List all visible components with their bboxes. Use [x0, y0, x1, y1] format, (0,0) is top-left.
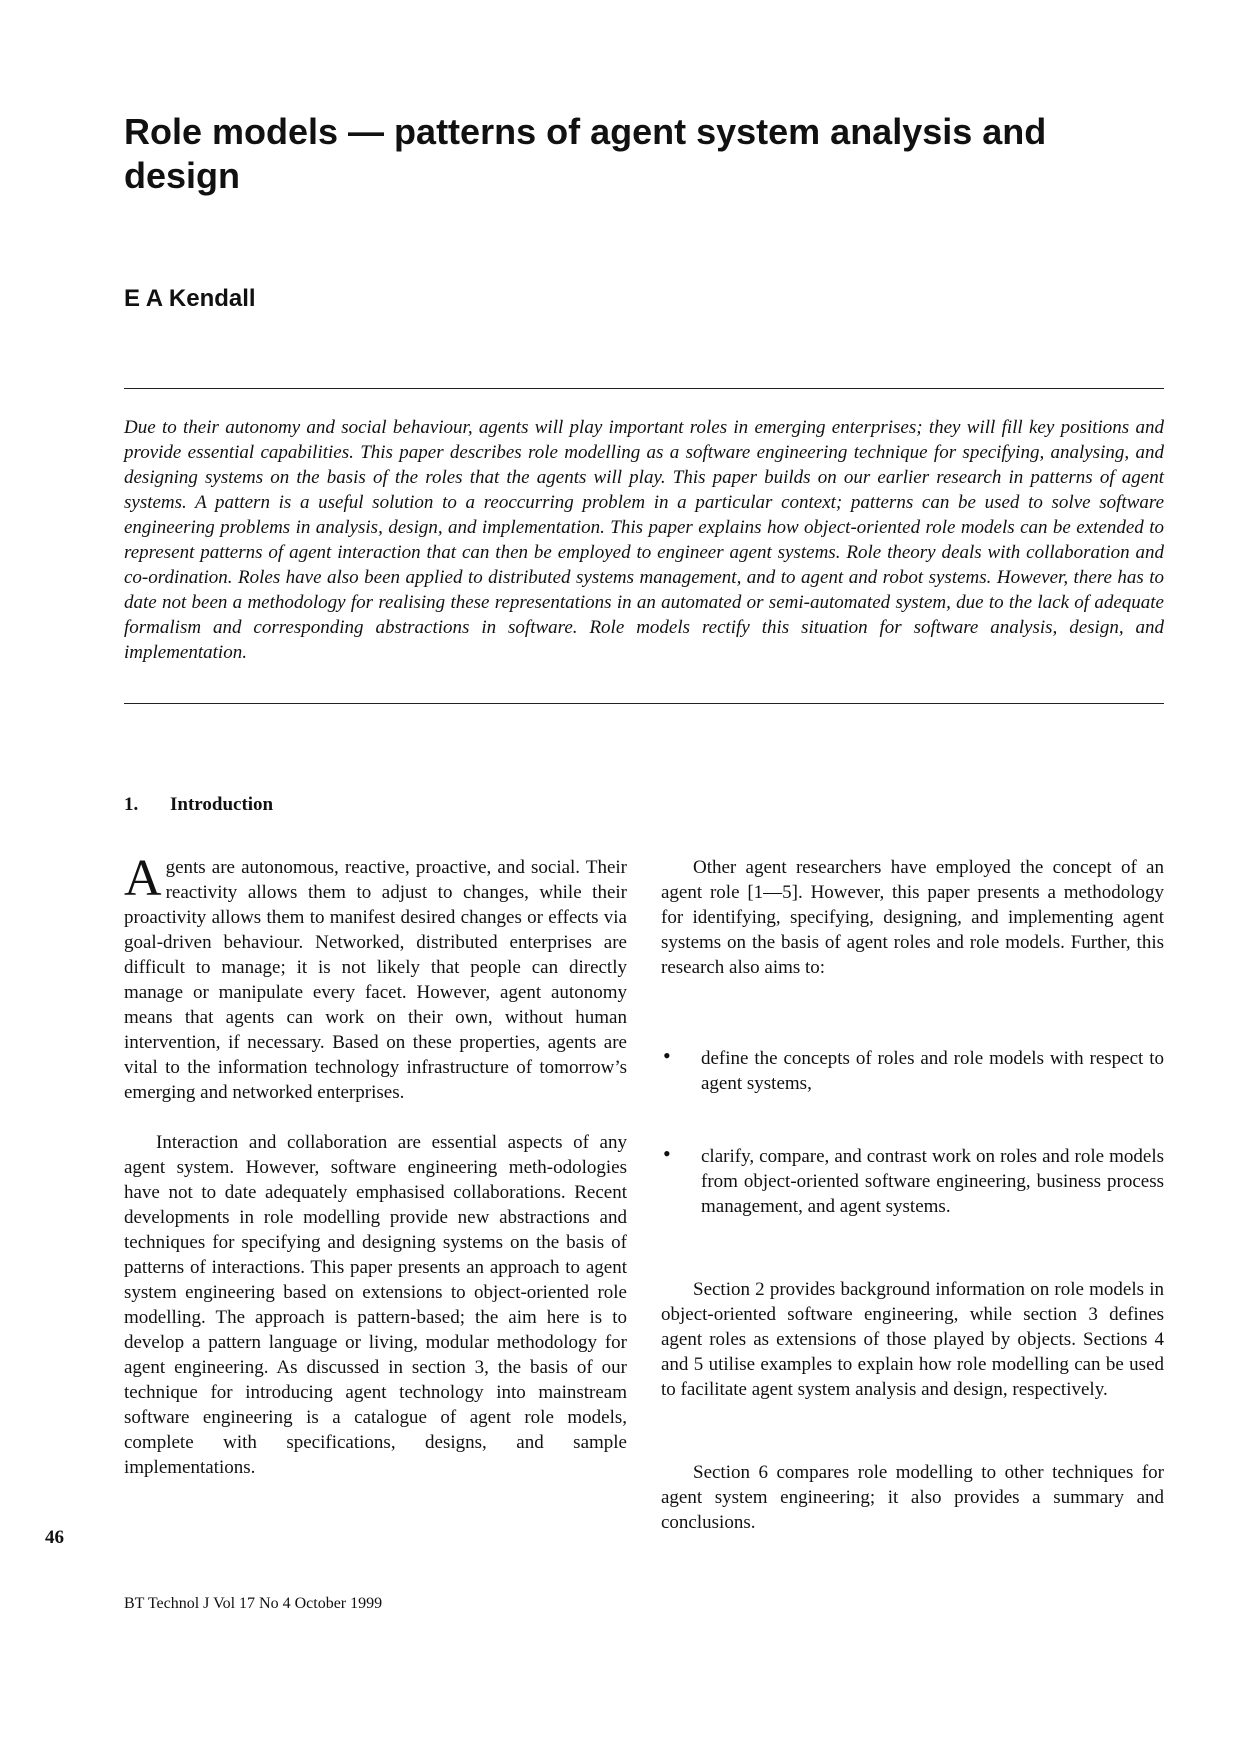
- journal-footer: BT Technol J Vol 17 No 4 October 1999: [124, 1595, 383, 1612]
- intro-paragraph-1-text: gents are autonomous, reactive, proactive, and social. Their reactivity allows them to adjust to changes, while their proactivity allows them to manifest desired changes or effects via goal-driven behaviour. Networked, distributed enterprises are difficult to manage; it is not likely that people can directly manage or manipulate every facet. However, agent autonomy means that agents can work on their own, without human intervention, if necessary. Based on these properties, agents are vital to the information technology infrastructure of tomorrow’s emerging and networked enterprises.: [124, 857, 627, 1103]
- aims-list: [661, 1043, 1164, 1219]
- author-name: E A Kendall: [124, 285, 256, 312]
- drop-cap: A: [124, 850, 162, 907]
- paper-title: Role models — patterns of agent system analysis and design: [124, 111, 1047, 196]
- bullet-icon: •: [663, 1141, 671, 1166]
- list-item: [661, 1141, 1164, 1219]
- section-title: Introduction: [170, 794, 274, 815]
- list-item-text: define the concepts of roles and role models with respect to agent systems,: [701, 1048, 1164, 1094]
- intro-paragraph-3: Other agent researchers have employed the concept of an agent role [1—5]. However, this paper presents a methodology for identifying, specifying, designing, and implementing agent systems on the basis of agent roles and role models. Further, this research also aims to:: [661, 857, 1164, 978]
- intro-paragraph-1: [124, 850, 627, 1105]
- abstract-top-rule: [124, 388, 1164, 389]
- intro-paragraph-5: Section 6 compares role modelling to other techniques for agent system engineering; it also provides a summary and conclusions.: [661, 1462, 1164, 1533]
- abstract: Due to their autonomy and social behaviour, agents will play important roles in emerging enterprises; they will fill key positions and provide essential capabilities. This paper describes role modelling as a software engineering technique for specifying, analysing, and designing systems on the basis of the roles that the agents will play. This paper builds on our earlier research in patterns of agent systems. A pattern is a useful solution to a reoccurring problem in a particular context; patterns can be used to solve software engineering problems in analysis, design, and implementation. This paper explains how object-oriented role models can be extended to represent patterns of agent interaction that can then be employed to engineer agent systems. Role theory deals with collaboration and co-ordination. Roles have also been applied to distributed systems management, and to agent and robot systems. However, there has to date not been a methodology for realising these representations in an automated or semi-automated system, due to the lack of adequate formalism and corresponding abstractions in software. Role models rectify this situation for software analysis, design, and implementation.: [124, 417, 1164, 663]
- section-heading: [124, 792, 273, 817]
- left-column: [124, 850, 627, 1480]
- intro-paragraph-2: Interaction and collaboration are essential aspects of any agent system. However, software engineering meth-odologies have not to date adequately emphasised collaborations. Recent developments in role modelling provide new abstractions and techniques for specifying and designing systems on the basis of patterns of interactions. This paper presents an approach to agent system engineering based on extensions to object-oriented role modelling. The approach is pattern-based; the aim here is to develop a pattern language or living, modular methodology for agent engineering. As discussed in section 3, the basis of our technique for introducing agent technology into mainstream software engineering is a catalogue of agent role models, complete with specifications, designs, and sample implementations.: [124, 1132, 627, 1478]
- right-column: [661, 855, 1164, 1535]
- section-number: 1.: [124, 794, 139, 815]
- abstract-bottom-rule: [124, 703, 1164, 704]
- list-item-text: clarify, compare, and contrast work on roles and role models from object-oriented software engineering, business process management, and agent systems.: [701, 1146, 1164, 1217]
- list-item: [661, 1043, 1164, 1096]
- intro-paragraph-4: Section 2 provides background information on role models in object-oriented software engineering, while section 3 defines agent roles as extensions of those played by objects. Sections 4 and 5 utilise examples to explain how role modelling can be used to facilitate agent system analysis and design, respectively.: [661, 1279, 1164, 1400]
- page-number: 46: [45, 1527, 64, 1548]
- bullet-icon: •: [663, 1043, 671, 1068]
